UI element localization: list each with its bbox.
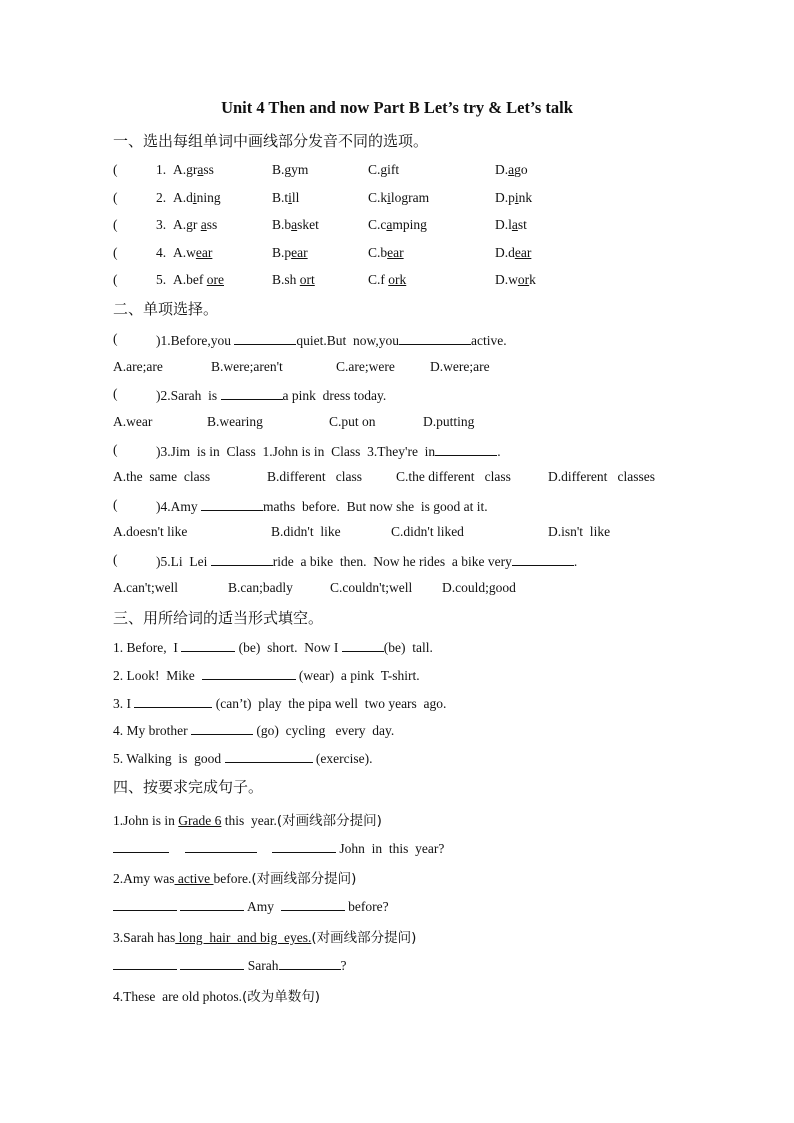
section-4-heading: 四、按要求完成句子。: [113, 778, 264, 796]
option-a: A.dining: [173, 189, 221, 205]
answer-paren[interactable]: (: [113, 189, 118, 205]
question-number: 2.: [156, 189, 167, 205]
option-c: C.kilogram: [368, 189, 430, 205]
answer-blank[interactable]: [225, 749, 313, 763]
answer-blank[interactable]: [181, 638, 235, 652]
underlined-segment: ore: [206, 272, 224, 287]
underlined-segment: ear: [291, 244, 308, 260]
option-a: A.gr ass: [173, 217, 218, 232]
option-c: C.f ork: [368, 272, 407, 287]
option-a: A.bef ore: [173, 272, 224, 287]
underlined-segment: i: [192, 189, 197, 205]
underlined-segment: ort: [299, 272, 315, 287]
underlined-segment: a: [511, 217, 518, 232]
section-3-heading: 三、用所给词的适当形式填空。: [113, 609, 324, 627]
underlined-segment: i: [514, 189, 519, 205]
answer-blank[interactable]: [191, 721, 253, 735]
answer-blank[interactable]: [113, 956, 177, 970]
answer-blank[interactable]: [272, 839, 336, 853]
answer-paren[interactable]: (: [113, 244, 118, 260]
answer-blank[interactable]: [221, 386, 283, 400]
answer-blank[interactable]: [185, 839, 257, 853]
underlined-segment: i: [387, 189, 391, 205]
section-2-heading: 二、单项选择。: [113, 300, 219, 318]
answer-blank[interactable]: [113, 839, 169, 853]
underlined-segment: ear: [387, 244, 404, 260]
underlined-segment: ear: [514, 244, 532, 260]
page-title: Unit 4 Then and now Part B Let’s try & Let’s talk: [221, 98, 573, 117]
option-b: B.sh ort: [272, 272, 315, 287]
answer-blank[interactable]: [180, 897, 244, 911]
underlined-segment: a: [386, 217, 393, 232]
underlined-segment: a: [508, 162, 515, 177]
answer-blank[interactable]: [234, 331, 296, 345]
answer-blank[interactable]: [211, 552, 273, 566]
section-1-heading: 一、选出每组单词中画线部分发音不同的选项。: [113, 132, 429, 150]
option-a: A.grass: [173, 162, 214, 177]
answer-blank[interactable]: [113, 897, 177, 911]
answer-blank[interactable]: [279, 956, 341, 970]
option-c: C.camping: [368, 217, 427, 232]
answer-blank[interactable]: [342, 638, 384, 652]
underlined-segment: a: [197, 162, 204, 177]
answer-blank[interactable]: [399, 331, 471, 345]
answer-blank[interactable]: [180, 956, 244, 970]
underlined-segment: ear: [195, 244, 213, 260]
answer-paren[interactable]: (: [113, 272, 118, 287]
question-number: 5.: [156, 272, 167, 287]
option-b: B.gym: [272, 162, 309, 177]
option-d: D.last: [495, 217, 527, 232]
answer-paren[interactable]: (: [113, 162, 118, 177]
underlined-segment: or: [517, 272, 530, 287]
answer-blank[interactable]: [512, 552, 574, 566]
option-d: D.ago: [495, 162, 528, 177]
underlined-segment: ork: [388, 272, 407, 287]
question-number: 4.: [156, 244, 167, 260]
worksheet-page: Unit 4 Then and now Part B Let’s try & Let’s talk 一、选出每组单词中画线部分发音不同的选项。 ( 1. A.grass B.gym C.gift D.ago ( 2. A.dining B.till C.kilogram D.pink ( 3. A.gr ass B.basket C.camping D.last ( 4. A.wear B.pear C.bear D.dear ( 5. A.bef ore B.sh ort C.f ork D.work 二、单项选择。 ( )1.Before,you quiet.But now,you active. A.are;are B.were;aren't C.are;were D.were;are ( )2.Sarah is a pink dress today. A.wear B.wearing C.put on D.putting ( )3.Jim is in Class 1.John is in Class 3.They're in . A.the same class B.different class C.the different class D.different classes ( )4.Amy maths before. But now she is good at it. A.doesn't like B.didn't like C.didn't liked D.isn't like ( )5.Li Lei ride a bike then. Now he rides a bike very . A.can't;well B.can;badly C.couldn't;well D.could;good 三、用所给词的适当形式填空。 1. Before, I (be) short. Now I (be) tall. 2. Look! Mike (wear) a pink T-shirt. 3. I (can’t) play the pipa well two years ago. 4. My brother (go) cycling every day. 5. Walking is good (exercise). 四、按要求完成句子。 1.John is in Grade 6 this year.(对画线部分提问) John in this year? 2.Amy was active before.(对画线部分提问) Amy before? 3.Sarah has long hair and big eyes.(对画线部分提问) Sarah ? 4.These are old photos.(改为单数句): [0, 0, 794, 1123]
answer-blank[interactable]: [435, 442, 497, 456]
underlined-segment: g: [380, 162, 388, 177]
option-d: D.pink: [495, 189, 533, 205]
answer-blank[interactable]: [134, 694, 212, 708]
option-d: D.work: [495, 272, 536, 287]
question-number: 1.: [156, 162, 167, 177]
underlined-segment: a: [291, 217, 298, 232]
option-b: B.till: [272, 189, 300, 205]
option-c: C.bear: [368, 244, 404, 260]
underlined-segment: i: [288, 189, 292, 205]
answer-blank[interactable]: [281, 897, 345, 911]
option-c: C.gift: [368, 162, 400, 177]
answer-blank[interactable]: [202, 666, 296, 680]
underlined-segment: g: [284, 162, 292, 177]
option-a: A.wear: [173, 244, 213, 260]
option-d: D.dear: [495, 244, 532, 260]
answer-paren[interactable]: (: [113, 217, 118, 232]
answer-blank[interactable]: [201, 497, 263, 511]
option-b: B.basket: [272, 217, 319, 232]
question-number: 3.: [156, 217, 167, 232]
underlined-segment: a: [200, 217, 207, 232]
option-b: B.pear: [272, 244, 308, 260]
